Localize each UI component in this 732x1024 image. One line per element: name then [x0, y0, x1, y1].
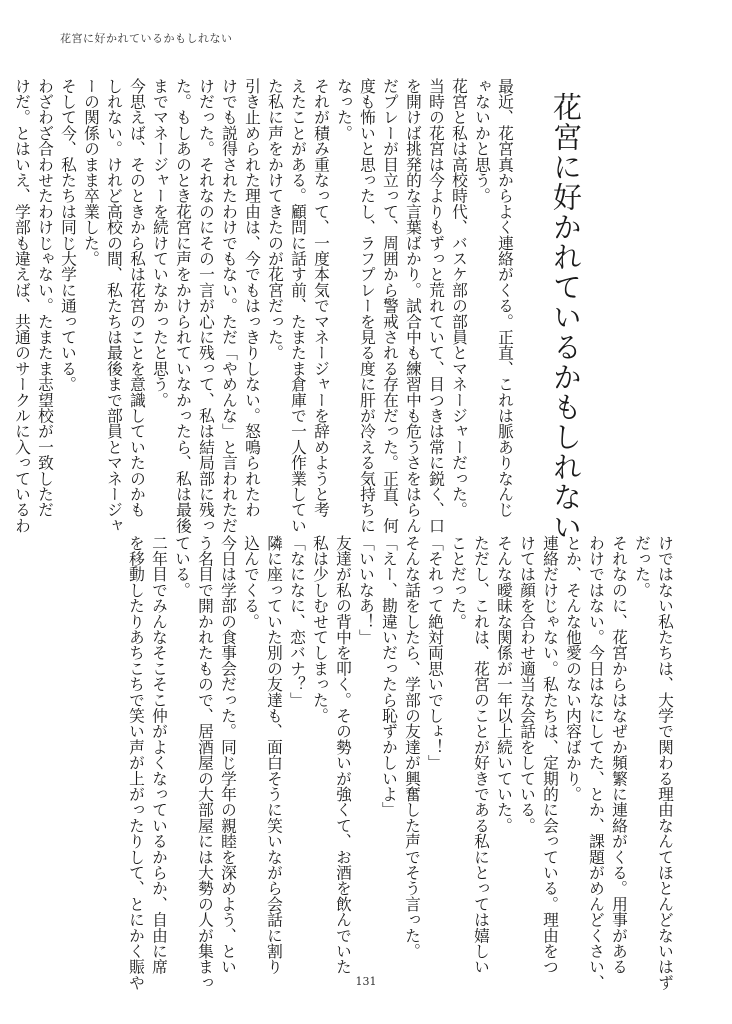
text-line: ただし、これは、花宮のことが好きである私にとっては嬉しい	[472, 535, 491, 975]
text-line: 当時の花宮は今よりもずっと荒れていて、目つきは常に鋭く、口	[427, 78, 446, 534]
text-line: 「それって絶対両思いでしょ！」	[426, 535, 445, 771]
text-line: までマネージャーを続けていなかったと思う。	[151, 78, 170, 408]
text-line: そして今、私たちは同じ大学に通っている。	[59, 78, 78, 392]
text-line: う名目で開かれたもので、居酒屋の大部屋には大勢の人が集まっ	[196, 535, 215, 991]
text-line: ーの関係のまま卒業した。	[82, 78, 101, 267]
text-line: を移動したりあちこちで笑い声が上がったりして、とにかく賑や	[127, 535, 146, 991]
text-line: そんな曖昧な関係が一年以上続いていた。	[495, 535, 514, 834]
text-line: だった。	[633, 535, 652, 598]
text-line: 友達が私の背中を叩く。その勢いが強くて、お酒を飲んでいた	[334, 535, 353, 975]
text-line: た。もしあのとき花宮に声をかけられていなかったら、私は最後	[174, 78, 193, 534]
text-line: ゃないかと思う。	[473, 78, 492, 204]
text-line: 最近、花宮真からよく連絡がくる。正直、これは脈ありなんじ	[496, 78, 515, 518]
text-line: 込んでくる。	[242, 535, 261, 630]
text-line: けては顔を合わせ適当な会話をしている。	[518, 535, 537, 834]
text-line: しれない。けれど高校の間、私たちは最後まで部員とマネージャ	[105, 78, 124, 534]
text-line: た私に声をかけてきたのが花宮だった。	[266, 78, 285, 361]
text-line: 「えー、勘違いだったら恥ずかしいよ」	[380, 535, 399, 818]
text-line: ことだった。	[449, 535, 468, 630]
text-line: けだ。とはいえ、学部も違えば、共通のサークルに入っているわ	[13, 78, 32, 534]
text-line: けだった。それなのにその一言が心に残って、私は結局部に残っ	[197, 78, 216, 534]
text-line: わざわざ合わせたわけじゃない。たまたま志望校が一致しただ	[36, 78, 55, 518]
text-line: 「いいなあ！」	[357, 535, 376, 645]
text-line: けでも説得されたわけでもない。ただ「やめんな」と言われただ	[220, 78, 239, 534]
text-line: えたことがある。顧問に話す前、たまたま倉庫で一人作業してい	[289, 78, 308, 534]
running-header: 花宮に好かれているかもしれない	[60, 32, 233, 45]
text-line: 今思えば、そのときから私は花宮のことを意識していたのかも	[128, 78, 147, 518]
text-line: 花宮と私は高校時代、バスケ部の部員とマネージャーだった。	[450, 78, 469, 518]
text-line: だプレーが目立って、周囲から警戒される存在だった。正直、何	[381, 78, 400, 534]
text-line: けではない私たちは、大学で関わる理由なんてほとんどないはず	[656, 535, 675, 991]
text-line: ている。	[173, 535, 192, 598]
text-line: とか、そんな他愛のない内容ばかり。	[564, 535, 583, 802]
text-line: なった。	[335, 78, 354, 141]
text-line: 引き止められた理由は、今でもはっきりしない。怒鳴られたわ	[243, 78, 262, 518]
text-line: 私は少しむせてしまった。	[311, 535, 330, 724]
text-line: 隣に座っていた別の友達も、面白そうに笑いながら会話に割り	[265, 535, 284, 975]
text-line: 「なになに、恋バナ？」	[288, 535, 307, 708]
text-line: それが積み重なって、一度本気でマネージャーを辞めようと考	[312, 78, 331, 518]
text-line: 連絡だけじゃない。私たちは、定期的に会っている。理由をつ	[541, 535, 560, 975]
story-title: 花宮に好かれているかもしれない	[549, 92, 583, 542]
text-line: それなのに、花宮からはなぜか頻繁に連絡がくる。用事がある	[610, 535, 629, 975]
text-line: そんな話をしたら、学部の友達が興奮した声でそう言った。	[403, 535, 422, 959]
upper-text-block	[13, 78, 517, 534]
text-line: 今日は学部の食事会だった。同じ学年の親睦を深めよう、とい	[219, 535, 238, 975]
text-line: を開けば挑発的な言葉ばかり。試合中も練習中も危うさをはらん	[404, 78, 423, 534]
text-line: わけではない。今日はなにしてた、とか、課題がめんどくさい、	[587, 535, 606, 991]
page-number: 131	[355, 975, 377, 988]
text-line: 二年目でみんなそこそこ仲がよくなっているからか、自由に席	[150, 535, 169, 975]
text-line: 度も怖いと思ったし、ラフプレーを見る度に肝が冷える気持ちに	[358, 78, 377, 534]
